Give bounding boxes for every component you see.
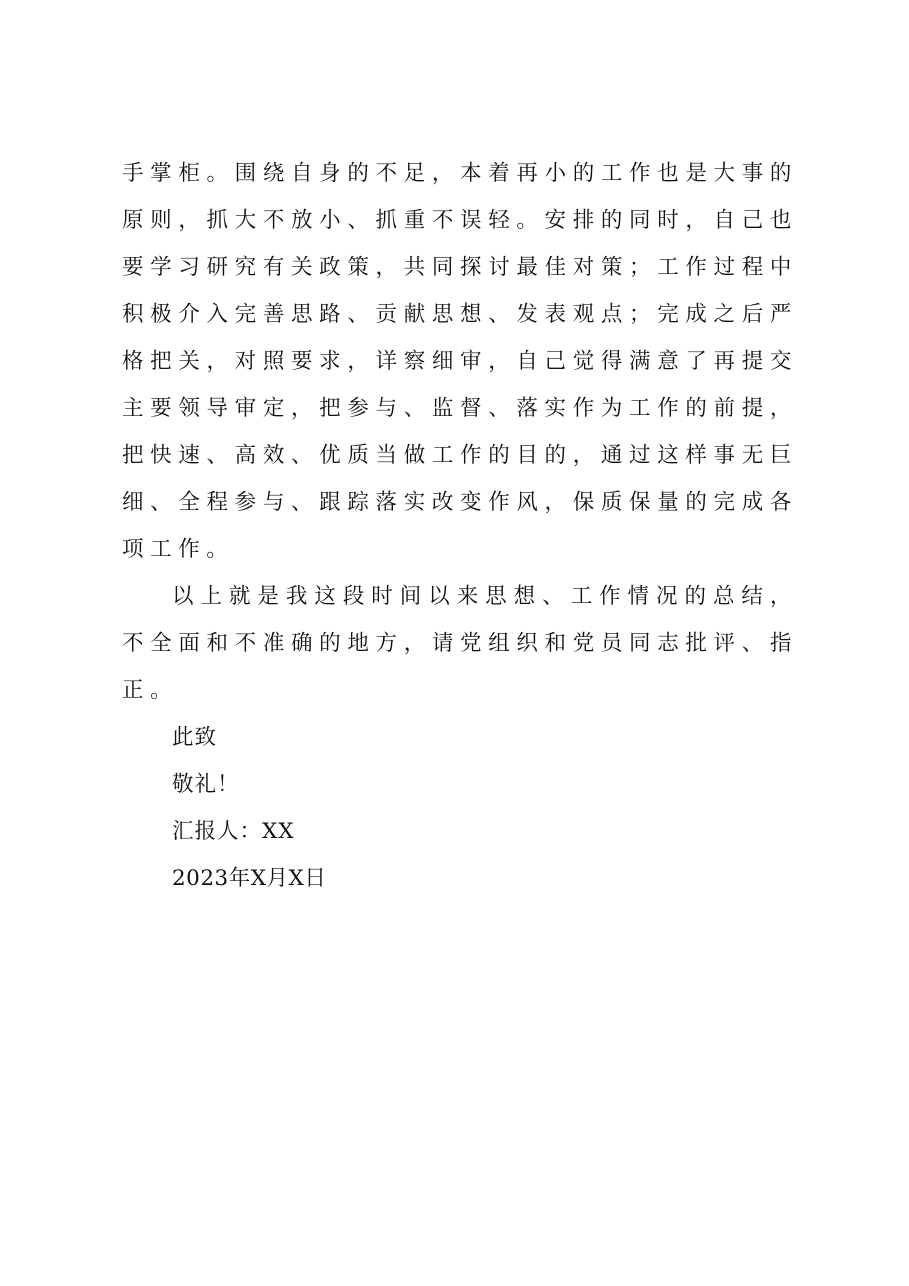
closing-salutation-2: 敬礼！ [172,772,240,797]
paragraph-work-summary: 手掌柜。围绕自身的不足，本着再小的工作也是大事的原则，抓大不放小、抓重不误轻。安排的同时，自己也要学习研究有关政策，共同探讨最佳对策；工作过程中积极介入完善思路、贡献思想、发表观点；完成之后严格把关，对照要求，详察细审，自己觉得满意了再提交主要领导审定，把参与、监督、落实作为工作的前提，把快速、高效、优质当做工作的目的，通过这样事无巨细、全程参与、跟踪落实改变作风，保质保量的完成各项工作。 [122,161,798,562]
paragraph-conclusion: 以上就是我这段时间以来思想、工作情况的总结，不全面和不准确的地方，请党组织和党员同志批评、指正。 [122,584,798,703]
closing-salutation-1: 此致 [172,725,218,750]
date-line: 2023年X月X日 [172,866,327,891]
document-body [122,150,798,902]
reporter-line: 汇报人：XX [172,819,295,844]
